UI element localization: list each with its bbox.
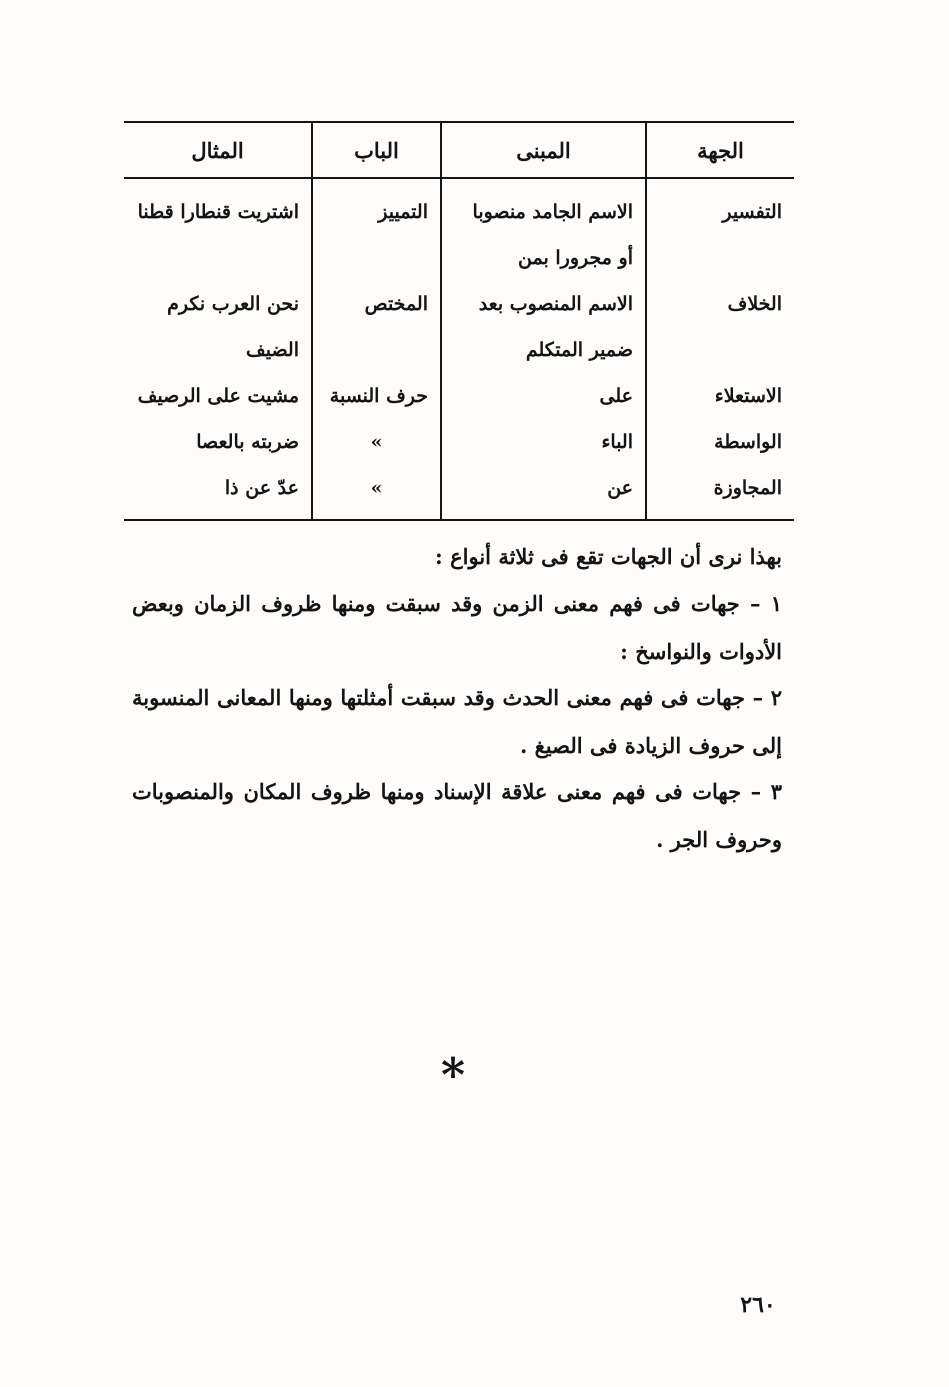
cell-mithal: نحن العرب نكرم الضيف — [167, 293, 299, 361]
cell-mithal: ضربته بالعصا — [196, 431, 299, 453]
cell-mithal: مشيت على الرصيف — [137, 385, 299, 407]
cell-jiha: الواسطة — [646, 419, 794, 465]
header-jiha: الجهة — [646, 122, 794, 178]
cell-mabna: الاسم الجامد منصوبا أو مجرورا بمن — [441, 178, 646, 281]
cell-mabna: عن — [441, 465, 646, 520]
cell-bab-ditto: » — [312, 465, 441, 520]
cell-mabna: الباء — [441, 419, 646, 465]
cell-bab-ditto: » — [312, 419, 441, 465]
cell-bab: حرف النسبة — [312, 373, 441, 419]
list-item-2: ٢ – جهات فى فهم معنى الحدث وقد سبقت أمثلتها ومنها المعانى المنسوبة إلى حروف الزيادة فى الصيغ . — [132, 685, 782, 758]
cell-mithal: عدّ عن ذا — [224, 477, 299, 499]
list-item-3: ٣ – جهات فى فهم معنى علاقة الإسناد ومنها ظروف المكان والمنصوبات وحروف الجر . — [132, 779, 782, 852]
cell-bab: المختص — [312, 281, 441, 373]
cell-jiha: الخلاف — [646, 281, 794, 373]
section-separator-asterisk: * — [440, 1048, 466, 1102]
header-mithal: المثال — [124, 122, 312, 178]
cell-bab: التمييز — [312, 178, 441, 281]
cell-mabna: على — [441, 373, 646, 419]
cell-jiha: التفسير — [646, 178, 794, 281]
directions-table — [124, 121, 794, 521]
intro-paragraph: بهذا نرى أن الجهات تقع فى ثلاثة أنواع : — [435, 544, 782, 569]
page-number: ٢٦٠ — [740, 1292, 776, 1318]
table-row — [124, 373, 794, 419]
cell-jiha: الاستعلاء — [646, 373, 794, 419]
table-header-row — [124, 122, 794, 178]
table-row — [124, 281, 794, 373]
header-bab: الباب — [312, 122, 441, 178]
table-row — [124, 178, 794, 281]
table-row — [124, 465, 794, 520]
cell-jiha: المجاوزة — [646, 465, 794, 520]
cell-mabna: الاسم المنصوب بعد ضمير المتكلم — [441, 281, 646, 373]
table-row — [124, 419, 794, 465]
header-mabna: المبنى — [441, 122, 646, 178]
cell-mithal: اشتريت قنطارا قطنا — [137, 201, 299, 223]
list-item-1: ١ – جهات فى فهم معنى الزمن وقد سبقت ومنها ظروف الزمان وبعض الأدوات والنواسخ : — [132, 591, 782, 664]
